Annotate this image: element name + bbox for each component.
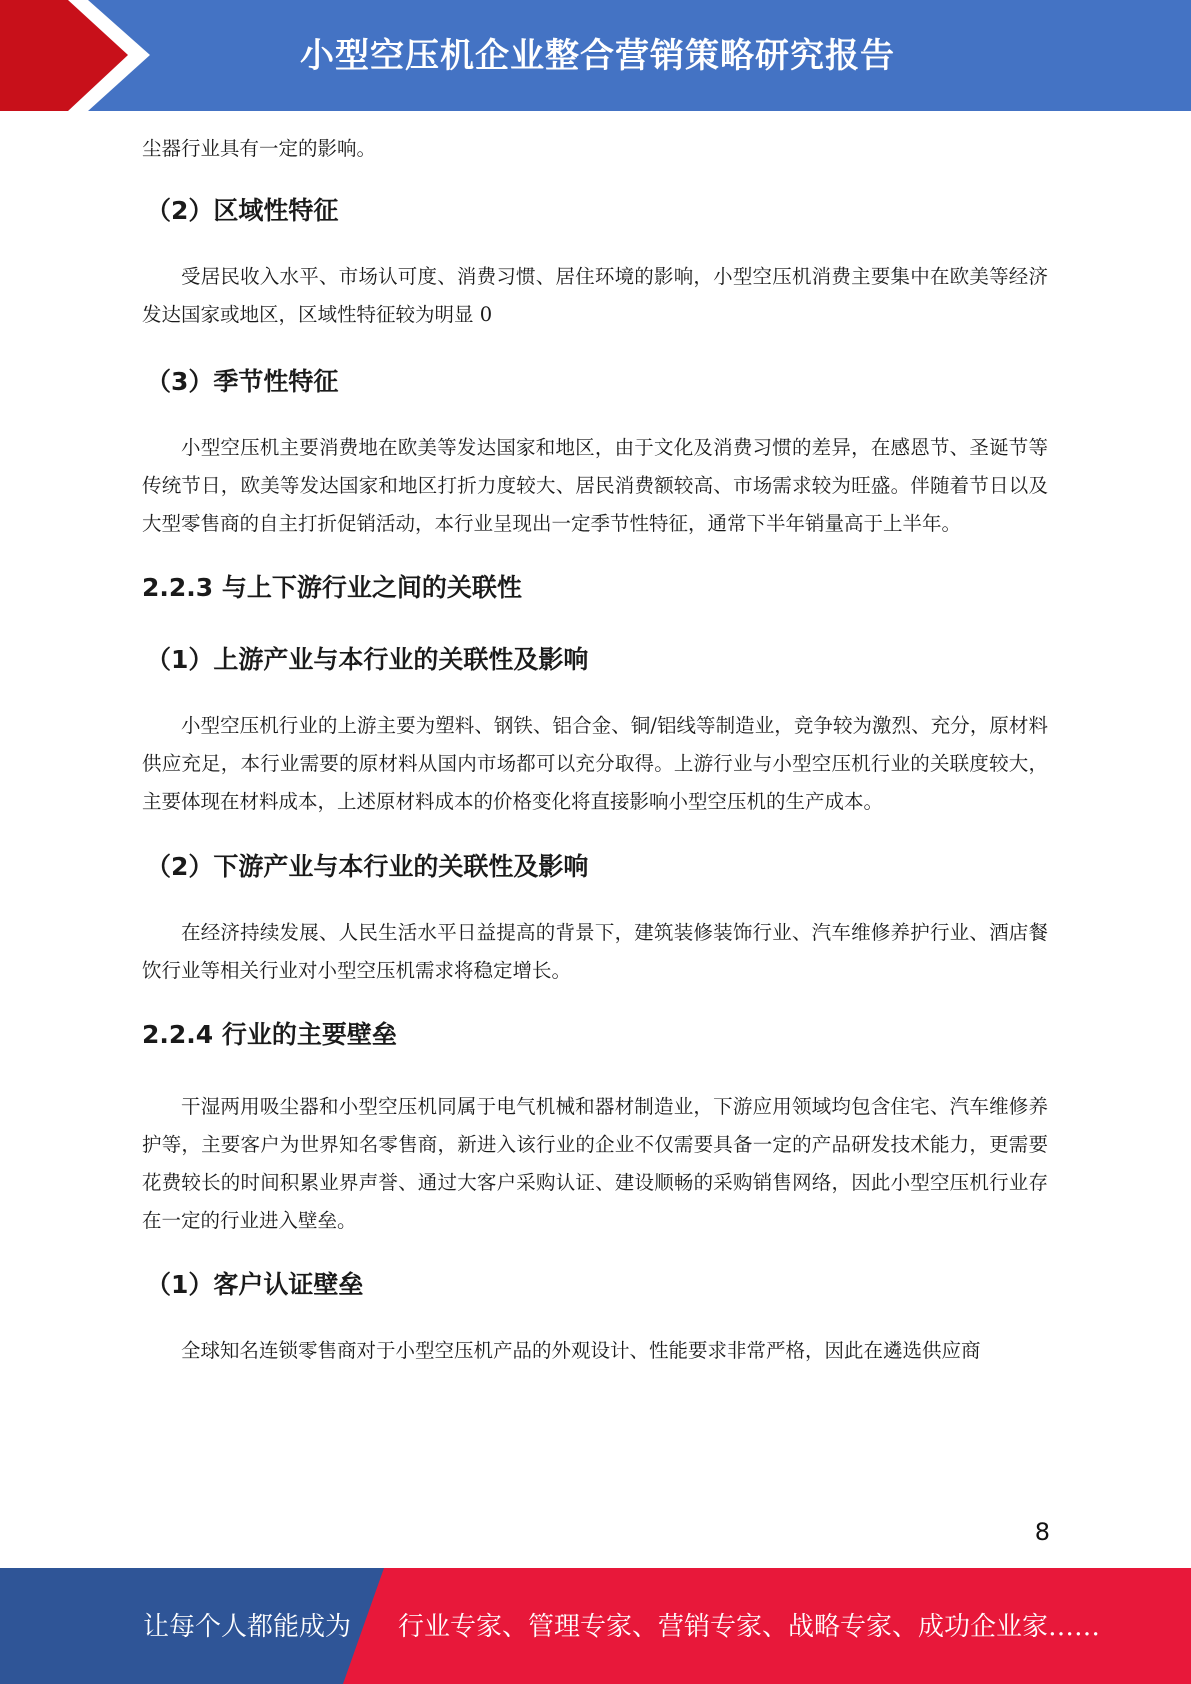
footer-slogan-left: 让每个人都能成为	[143, 1612, 352, 1642]
page-number: 8	[1034, 1518, 1050, 1546]
heading-downstream: （2）下游产业与本行业的关联性及影响	[146, 852, 589, 881]
heading-customer-certification: （1）客户认证壁垒	[146, 1270, 364, 1299]
document-title: 小型空压机企业整合营销策略研究报告	[300, 36, 895, 76]
paragraph-upstream: 小型空压机行业的上游主要为塑料、钢铁、铝合金、铜/铝线等制造业，竞争较为激烈、充分，原材料供应充足，本行业需要的原材料从国内市场都可以充分取得。上游行业与小型空压机行业的关联度较大，主要体现在材料成本，上述原材料成本的价格变化将直接影响小型空压机的生产成本。	[142, 714, 1048, 813]
paragraph-intro: 尘器行业具有一定的影响。	[142, 137, 377, 160]
page-header	[0, 0, 1191, 111]
heading-upstream: （1）上游产业与本行业的关联性及影响	[146, 645, 589, 674]
heading-section-2-2-4: 2.2.4 行业的主要壁垒	[142, 1020, 397, 1049]
paragraph-barriers: 干湿两用吸尘器和小型空压机同属于电气机械和器材制造业，下游应用领域均包含住宅、汽车维修养护等，主要客户为世界知名零售商，新进入该行业的企业不仅需要具备一定的产品研发技术能力，更需要花费较长的时间积累业界声誉、通过大客户采购认证、建设顺畅的采购销售网络，因此小型空压机行业存在一定的行业进入壁垒。	[142, 1095, 1048, 1232]
page-content	[142, 130, 1048, 1370]
paragraph-seasonal-features: 小型空压机主要消费地在欧美等发达国家和地区，由于文化及消费习惯的差异，在感恩节、圣诞节等传统节日，欧美等发达国家和地区打折力度较大、居民消费额较高、市场需求较为旺盛。伴随着节日以及大型零售商的自主打折促销活动，本行业呈现出一定季节性特征，通常下半年销量高于上半年。	[142, 436, 1048, 535]
heading-seasonal-features: （3）季节性特征	[146, 367, 339, 396]
paragraph-regional-features: 受居民收入水平、市场认可度、消费习惯、居住环境的影响，小型空压机消费主要集中在欧美等经济发达国家或地区，区域性特征较为明显 0	[142, 265, 1048, 326]
footer-slogan-right: 行业专家、管理专家、营销专家、战略专家、成功企业家……	[398, 1612, 1101, 1642]
paragraph-downstream: 在经济持续发展、人民生活水平日益提高的背景下，建筑装修装饰行业、汽车维修养护行业、酒店餐饮行业等相关行业对小型空压机需求将稳定增长。	[142, 921, 1048, 982]
heading-section-2-2-3: 2.2.3 与上下游行业之间的关联性	[142, 573, 522, 602]
paragraph-customer-certification: 全球知名连锁零售商对于小型空压机产品的外观设计、性能要求非常严格，因此在遴选供应商	[181, 1339, 981, 1362]
page-footer	[0, 1568, 1191, 1684]
heading-regional-features: （2）区域性特征	[146, 196, 339, 225]
